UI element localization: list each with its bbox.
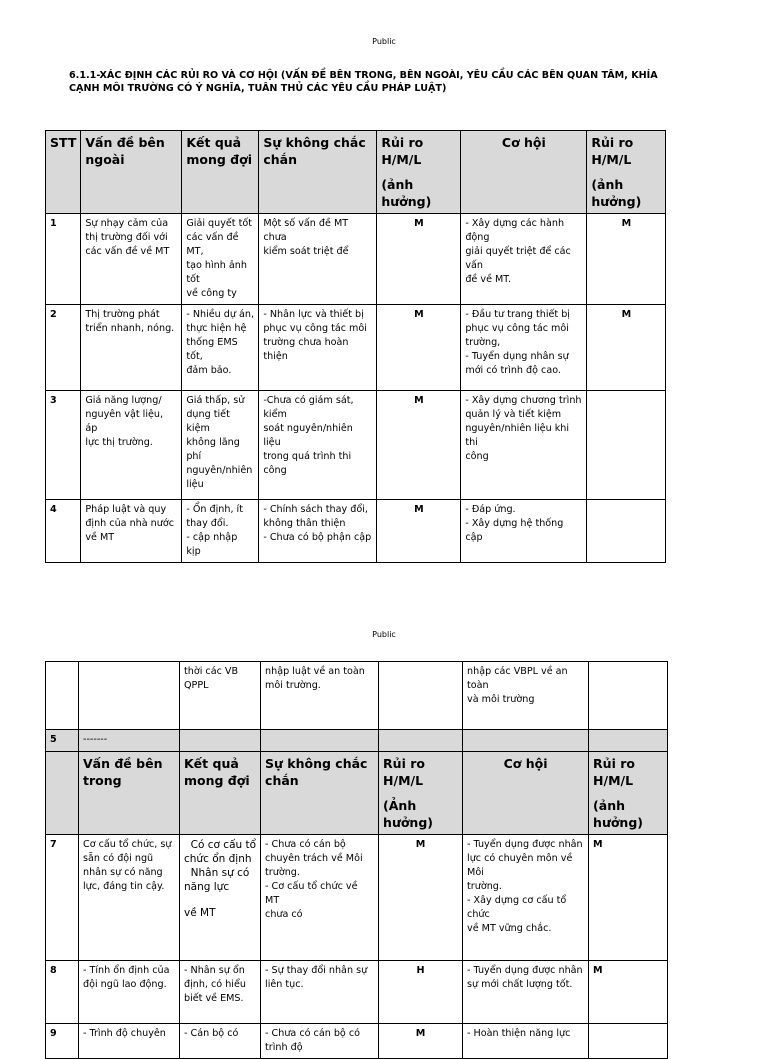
row-issue: Cơ cấu tổ chức, sự sẵn có đội ngũ nhân sự có năng lực, đáng tin cậy. bbox=[79, 835, 180, 961]
row-risk: M bbox=[379, 1024, 463, 1059]
table-row bbox=[46, 305, 666, 391]
table-row-cut bbox=[46, 1024, 668, 1059]
row-uncertainty: Một số vấn đề MT chưa kiểm soát triệt để bbox=[259, 214, 377, 305]
row-risk2: M bbox=[587, 305, 666, 391]
table-row bbox=[46, 835, 668, 961]
row-issue: - Trình độ chuyên bbox=[79, 1024, 180, 1059]
page-label-top: Public bbox=[372, 37, 396, 46]
row-issue: Pháp luật và quy định của nhà nước về MT bbox=[81, 500, 182, 563]
header-issue: Vấn đề bên trong bbox=[79, 752, 180, 835]
header-expected: Kết quả mong đợi bbox=[182, 131, 259, 214]
table-header-row bbox=[46, 752, 668, 835]
table-row bbox=[46, 961, 668, 1024]
row-opportunity: - Xây dựng chương trình quản lý và tiết kiệm nguyên/nhiên liệu khi thi công bbox=[461, 391, 587, 500]
row-issue: Sự nhạy cảm của thị trường đối với các vấn đề về MT bbox=[81, 214, 182, 305]
row-risk2 bbox=[587, 391, 666, 500]
row-stt: 3 bbox=[46, 391, 81, 500]
header-opportunity: Cơ hội bbox=[461, 131, 587, 214]
row-opportunity: - Xây dựng các hành động giải quyết triệt để các vấn đề về MT. bbox=[461, 214, 587, 305]
section-heading bbox=[69, 70, 709, 95]
row-risk2: M bbox=[589, 835, 668, 961]
row-stt: 8 bbox=[46, 961, 79, 1024]
risk-table-page2 bbox=[45, 661, 668, 1059]
header-risk: Rủi ro H/M/L (Ảnh hưởng) bbox=[379, 752, 463, 835]
header-risk: Rủi ro H/M/L (ảnh hưởng) bbox=[377, 131, 461, 214]
table-row bbox=[46, 730, 668, 752]
row-uncertainty: - Chưa có cán bộ chuyên trách về Môi trường. - Cơ cấu tổ chức về MT chưa có bbox=[261, 835, 379, 961]
row-risk: M bbox=[379, 835, 463, 961]
header-uncertainty: Sự không chắc chắn bbox=[261, 752, 379, 835]
row-risk2 bbox=[587, 500, 666, 563]
row-opportunity: - Tuyển dụng được nhân lực có chuyên môn về Môi trường. - Xây dựng cơ cấu tổ chức về MT vững chắc. bbox=[463, 835, 589, 961]
row-uncertainty: nhập luật về an toàn môi trường. bbox=[261, 662, 379, 730]
row-expected: Có cơ cấu tổ chức ổn định Nhân sự có năng lực về MT bbox=[180, 835, 261, 961]
row-opportunity: - Tuyển dụng được nhân sự mới chất lượng tốt. bbox=[463, 961, 589, 1024]
header-opportunity: Cơ hội bbox=[463, 752, 589, 835]
page-label-bottom: Public bbox=[372, 630, 396, 639]
row-opportunity: nhập các VBPL về an toàn và môi trường bbox=[463, 662, 589, 730]
row-expected: - Cán bộ có bbox=[180, 1024, 261, 1059]
row-expected: - Nhân sự ổn định, có hiểu biết về EMS. bbox=[180, 961, 261, 1024]
row-opportunity: - Hoàn thiện năng lực bbox=[463, 1024, 589, 1059]
row-issue: Giá năng lượng/ nguyên vật liệu, áp lực thị trường. bbox=[81, 391, 182, 500]
row-risk: M bbox=[377, 391, 461, 500]
header-issue: Vấn đề bên ngoài bbox=[81, 131, 182, 214]
table-header-row bbox=[46, 131, 666, 214]
header-uncertainty: Sự không chắc chắn bbox=[259, 131, 377, 214]
row-stt: 9 bbox=[46, 1024, 79, 1059]
row-opportunity: - Đáp ứng. - Xây dựng hệ thống cập bbox=[461, 500, 587, 563]
row-expected: thời các VB QPPL bbox=[180, 662, 261, 730]
row-opportunity: - Đầu tư trang thiết bị phục vụ công tác môi trường, - Tuyển dụng nhân sự mới có trình độ cao. bbox=[461, 305, 587, 391]
row-uncertainty: - Chưa có cán bộ có trình độ bbox=[261, 1024, 379, 1059]
header-risk2: Rủi ro H/M/L (ảnh hưởng) bbox=[589, 752, 668, 835]
header-expected: Kết quả mong đợi bbox=[180, 752, 261, 835]
risk-table-page1 bbox=[45, 130, 666, 563]
row-risk2: M bbox=[589, 961, 668, 1024]
row-issue: Thị trường phát triển nhanh, nóng. bbox=[81, 305, 182, 391]
header-risk2: Rủi ro H/M/L (ảnh hưởng) bbox=[587, 131, 666, 214]
row-risk2: M bbox=[587, 214, 666, 305]
row-expected: Giải quyết tốt các vấn đề MT, tạo hình ảnh tốt về công ty bbox=[182, 214, 259, 305]
row-risk: M bbox=[377, 500, 461, 563]
row-stt: 4 bbox=[46, 500, 81, 563]
row-issue: - Tính ổn định của đội ngũ lao động. bbox=[79, 961, 180, 1024]
row-expected: Giá thấp, sử dụng tiết kiệm không lãng phí nguyên/nhiên liệu bbox=[182, 391, 259, 500]
table-row bbox=[46, 391, 666, 500]
row-stt: 5 bbox=[46, 730, 79, 752]
row-risk: H bbox=[379, 961, 463, 1024]
section-heading-line: 6.1.1-XÁC ĐỊNH CÁC RỦI RO VÀ CƠ HỘI (VẤN ĐỀ BÊN TRONG, BÊN NGOÀI, YÊU CẦU CÁC BÊN QUAN TÂM, KHÍA bbox=[69, 70, 658, 81]
row-stt: 2 bbox=[46, 305, 81, 391]
row-uncertainty: - Nhân lực và thiết bị phục vụ công tác môi trường chưa hoàn thiện bbox=[259, 305, 377, 391]
row-risk: M bbox=[377, 305, 461, 391]
row-uncertainty: - Sự thay đổi nhân sự liên tục. bbox=[261, 961, 379, 1024]
table-row-continued bbox=[46, 662, 668, 730]
row-stt: 1 bbox=[46, 214, 81, 305]
header-stt: STT bbox=[46, 131, 81, 214]
section-heading-line: CẠNH MÔI TRƯỜNG CÓ Ý NGHĨA, TUÂN THỦ CÁC YÊU CẦU PHÁP LUẬT) bbox=[69, 82, 447, 94]
row-risk: M bbox=[377, 214, 461, 305]
row-stt: 7 bbox=[46, 835, 79, 961]
table-row bbox=[46, 500, 666, 563]
row-expected: - Ổn định, ít thay đổi. - cập nhập kịp bbox=[182, 500, 259, 563]
table-row bbox=[46, 214, 666, 305]
row-expected: - Nhiều dự án, thực hiện hệ thống EMS tốt, đảm bảo. bbox=[182, 305, 259, 391]
row-issue: ------- bbox=[79, 730, 180, 752]
row-uncertainty: -Chưa có giám sát, kiểm soát nguyên/nhiên liệu trong quá trình thi công bbox=[259, 391, 377, 500]
row-uncertainty: - Chính sách thay đổi, không thân thiện - Chưa có bộ phận cập bbox=[259, 500, 377, 563]
